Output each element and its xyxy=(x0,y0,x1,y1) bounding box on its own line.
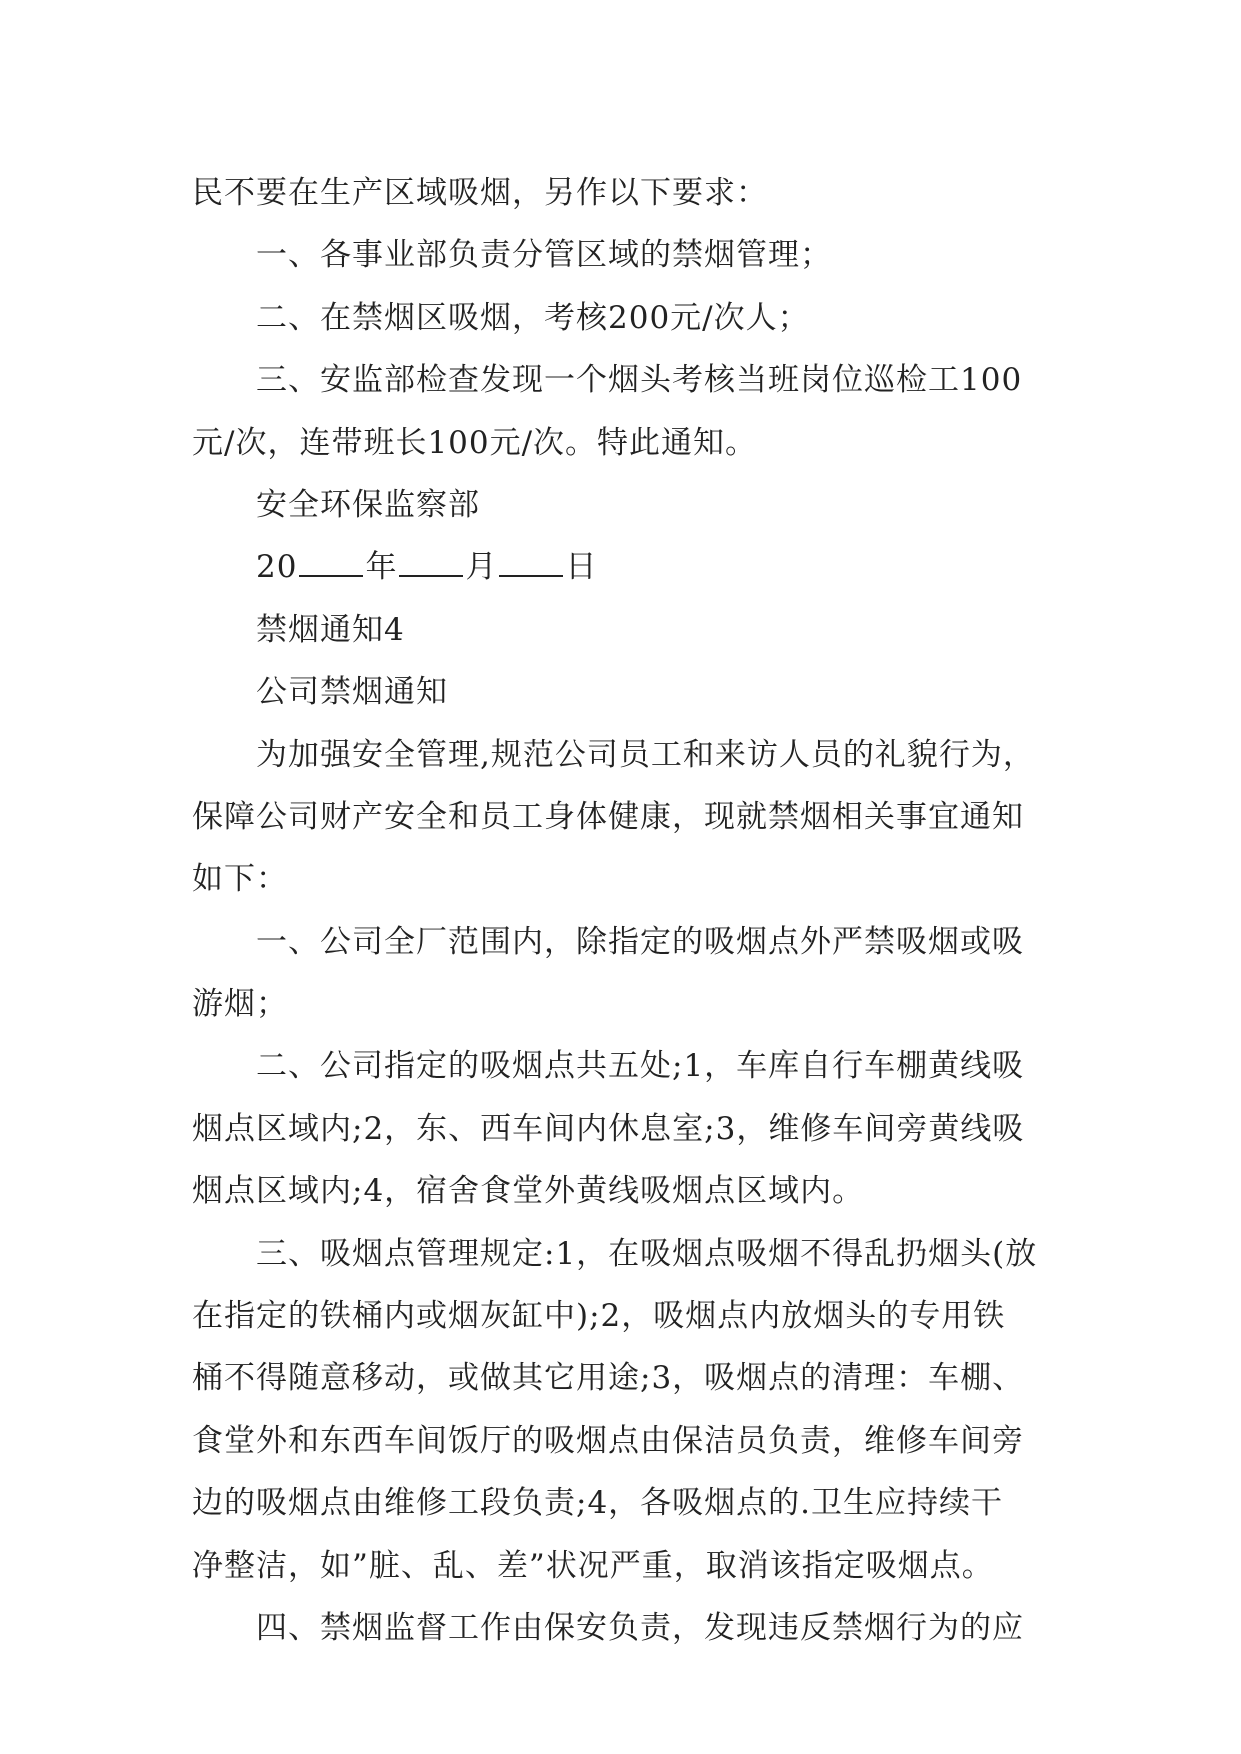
document-body xyxy=(192,162,1052,1659)
paragraph-line: 桶不得随意移动，或做其它用途;3，吸烟点的清理：车棚、 xyxy=(192,1360,1025,1397)
date-prefix: 20 xyxy=(256,549,298,586)
section-heading: 禁烟通知4 xyxy=(256,611,405,648)
date-year-label: 年 xyxy=(365,549,398,586)
date-blank-day xyxy=(499,549,563,577)
date-month-label: 月 xyxy=(465,549,498,586)
signature-department: 安全环保监察部 xyxy=(256,486,480,523)
paragraph-line: 民不要在生产区域吸烟，另作以下要求： xyxy=(192,175,768,211)
paragraph-line: 三、吸烟点管理规定:1，在吸烟点吸烟不得乱扔烟头(放 xyxy=(256,1235,1038,1272)
date-line xyxy=(192,536,1052,598)
paragraph-line: 为加强安全管理,规范公司员工和来访人员的礼貌行为， xyxy=(256,736,1035,773)
paragraph-line: 在指定的铁桶内或烟灰缸中);2，吸烟点内放烟头的专用铁 xyxy=(192,1298,1006,1335)
paragraph-line: 一、公司全厂范围内，除指定的吸烟点外严禁吸烟或吸 xyxy=(256,923,1024,960)
paragraph-line: 烟点区域内;4，宿舍食堂外黄线吸烟点区域内。 xyxy=(192,1173,865,1210)
paragraph-line: 保障公司财产安全和员工身体健康，现就禁烟相关事宜通知 xyxy=(192,798,1024,835)
paragraph-line: 二、公司指定的吸烟点共五处;1，车库自行车棚黄线吸 xyxy=(256,1048,1025,1085)
paragraph-line: 四、禁烟监督工作由保安负责，发现违反禁烟行为的应 xyxy=(256,1609,1024,1646)
notice-title: 公司禁烟通知 xyxy=(256,674,448,711)
paragraph-line: 食堂外和东西车间饭厅的吸烟点由保洁员负责，维修车间旁 xyxy=(192,1422,1024,1459)
paragraph-line: 三、安监部检查发现一个烟头考核当班岗位巡检工100 xyxy=(256,362,1023,399)
date-blank-year xyxy=(299,549,363,577)
paragraph-line: 元/次，连带班长100元/次。特此通知。 xyxy=(192,424,758,461)
paragraph-line: 一、各事业部负责分管区域的禁烟管理； xyxy=(256,237,832,274)
paragraph-line: 二、在禁烟区吸烟，考核200元/次人； xyxy=(256,299,810,336)
paragraph-line: 净整洁，如”脏、乱、差”状况严重，取消该指定吸烟点。 xyxy=(192,1547,994,1584)
paragraph-line: 烟点区域内;2，东、西车间内休息室;3，维修车间旁黄线吸 xyxy=(192,1110,1025,1147)
date-day-label: 日 xyxy=(565,549,598,586)
paragraph-line: 如下： xyxy=(192,861,288,898)
paragraph-line: 边的吸烟点由维修工段负责;4，各吸烟点的.卫生应持续干 xyxy=(192,1485,1004,1522)
paragraph-line: 游烟； xyxy=(192,986,288,1023)
date-blank-month xyxy=(399,549,463,577)
